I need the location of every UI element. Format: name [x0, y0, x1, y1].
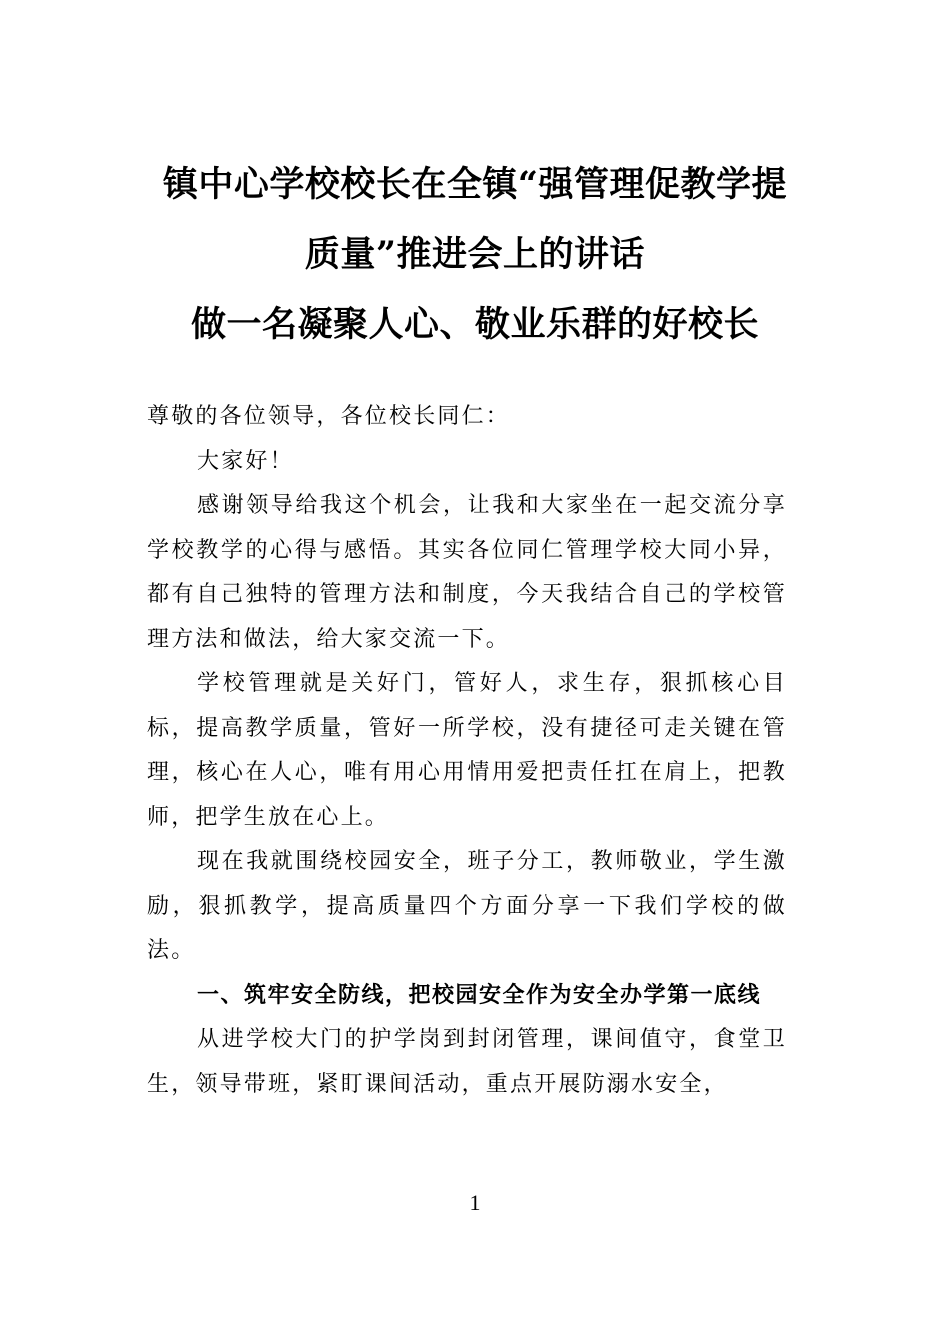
paragraph-management: 学校管理就是关好门，管好人，求生存，狠抓核心目标，提高教学质量，管好一所学校，没有捷径可走关键在管理，核心在人心，唯有用心用情用爱把责任扛在肩上，把教师，把学生放在心上。	[147, 671, 787, 830]
paragraph-thanks: 感谢领导给我这个机会，让我和大家坐在一起交流分享学校教学的心得与感悟。其实各位同仁管理学校大同小异，都有自己独特的管理方法和制度，今天我结合自己的学校管理方法和做法，给大家交流一下。	[147, 493, 787, 652]
paragraph-safety: 从进学校大门的护学岗到封闭管理，课间值守，食堂卫生，领导带班，紧盯课间活动，重点开展防溺水安全，	[147, 1027, 787, 1097]
document-title	[120, 150, 830, 360]
title-line-1: 镇中心学校校长在全镇“强管理促教学提	[162, 164, 788, 205]
greeting: 大家好！	[197, 448, 294, 474]
document-body	[147, 395, 787, 1107]
subtitle-line: 做一名凝聚人心、敬业乐群的好校长	[190, 304, 759, 345]
title-line-2: 质量”推进会上的讲话	[304, 234, 646, 275]
paragraph-overview: 现在我就围绕校园安全，班子分工，教师敬业，学生激励，狠抓教学，提高质量四个方面分享一下我们学校的做法。	[147, 849, 787, 963]
salutation: 尊敬的各位领导，各位校长同仁：	[147, 404, 511, 429]
section-heading-1: 一、筑牢安全防线，把校园安全作为安全办学第一底线	[197, 982, 762, 1008]
page-number: 1	[469, 1190, 481, 1215]
